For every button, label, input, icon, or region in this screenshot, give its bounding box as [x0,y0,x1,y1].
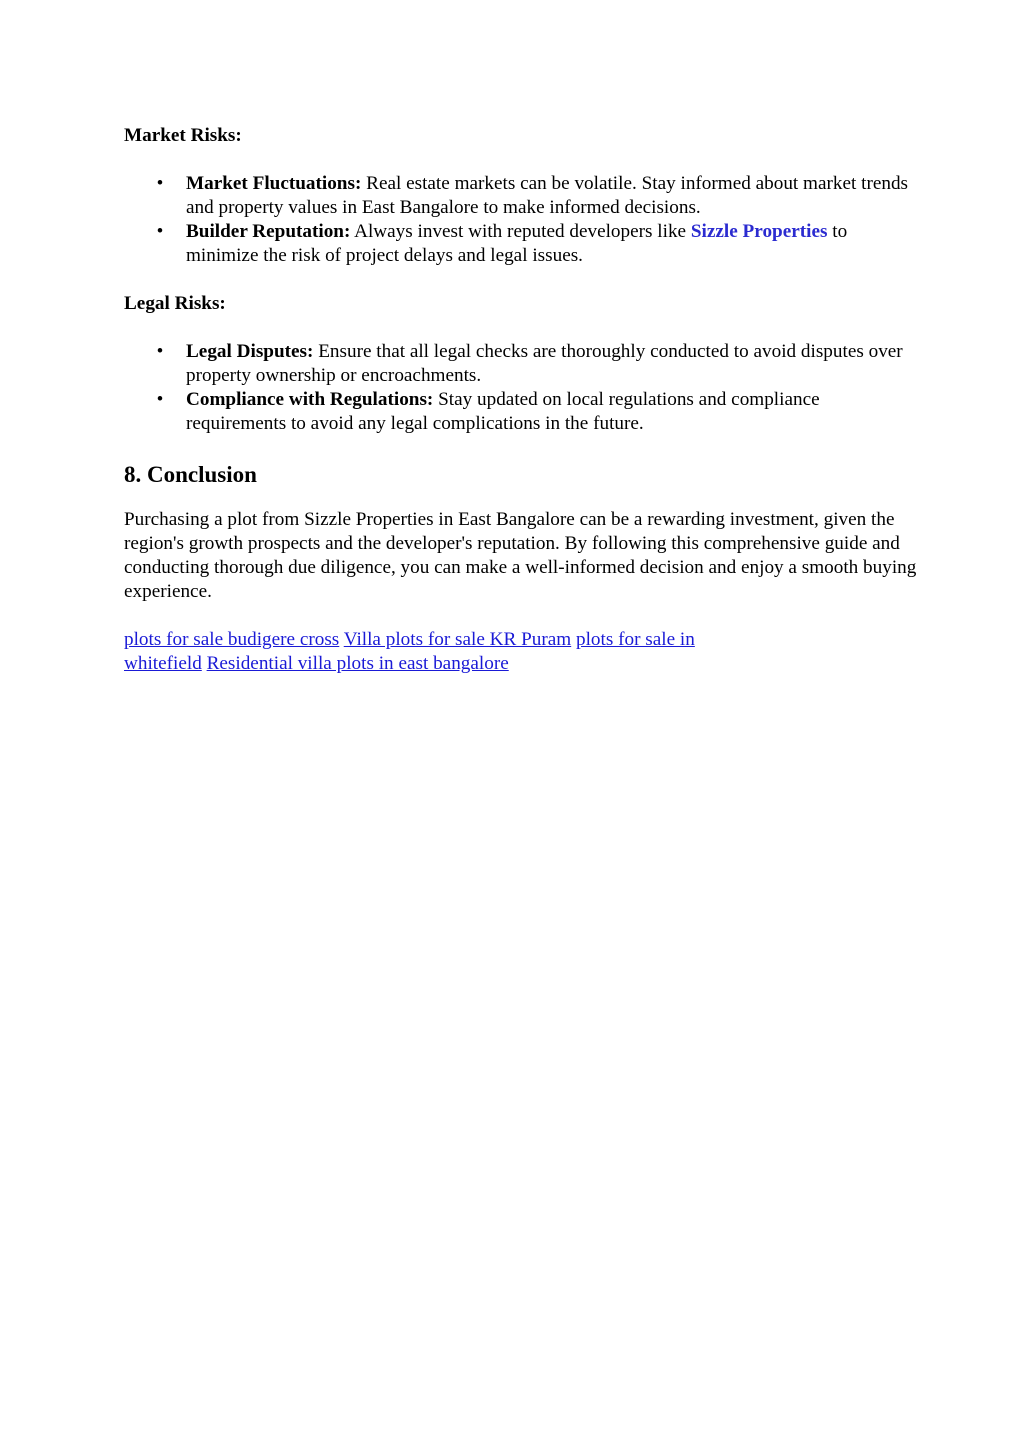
item-term: Market Fluctuations: [186,173,362,194]
link-residential-villa-plots[interactable]: Residential villa plots in east bangalore [206,653,509,674]
item-text: Ensure that all legal checks are thoroughly conducted to avoid disputes over property ownership or encroachments. [186,341,903,386]
list-item [124,220,924,268]
list-item [124,388,924,436]
document-page [124,120,924,676]
brand-name: Sizzle Properties [690,221,828,242]
conclusion-heading: 8. Conclusion [124,462,257,487]
bullet-icon: • [156,341,164,362]
item-text: Stay updated on local regulations and compliance requirements to avoid any legal complications in the future. [186,389,820,434]
market-risks-heading: Market Risks: [124,125,242,146]
item-term: Compliance with Regulations: [186,389,434,410]
link-plots-whitefield[interactable]: plots for sale in whitefield [124,629,695,674]
item-term: Legal Disputes: [186,341,314,362]
item-term: Builder Reputation: [186,221,351,242]
market-risks-list [124,172,924,268]
bullet-icon: • [156,173,164,194]
conclusion-paragraph: Purchasing a plot from Sizzle Properties in East Bangalore can be a rewarding investment, given the region's growth prospects and the developer's reputation. By following this comprehensive guide and conducting thorough due diligence, you can make a well-informed decision and enjoy a smooth buying experience. [124,509,917,602]
link-plots-budigere-cross[interactable]: plots for sale budigere cross [124,629,340,650]
list-item [124,340,924,388]
item-text: Real estate markets can be volatile. Stay informed about market trends and property values in East Bangalore to make informed decisions. [186,173,909,218]
bullet-icon: • [156,389,164,410]
item-text: to minimize the risk of project delays and legal issues. [186,221,848,266]
bullet-icon: • [156,221,164,242]
related-links [124,628,764,676]
legal-risks-list [124,340,924,436]
link-villa-plots-kr-puram[interactable]: Villa plots for sale KR Puram [343,629,572,650]
list-item [124,172,924,220]
item-text: Always invest with reputed developers like [350,221,691,242]
legal-risks-heading: Legal Risks: [124,293,226,314]
